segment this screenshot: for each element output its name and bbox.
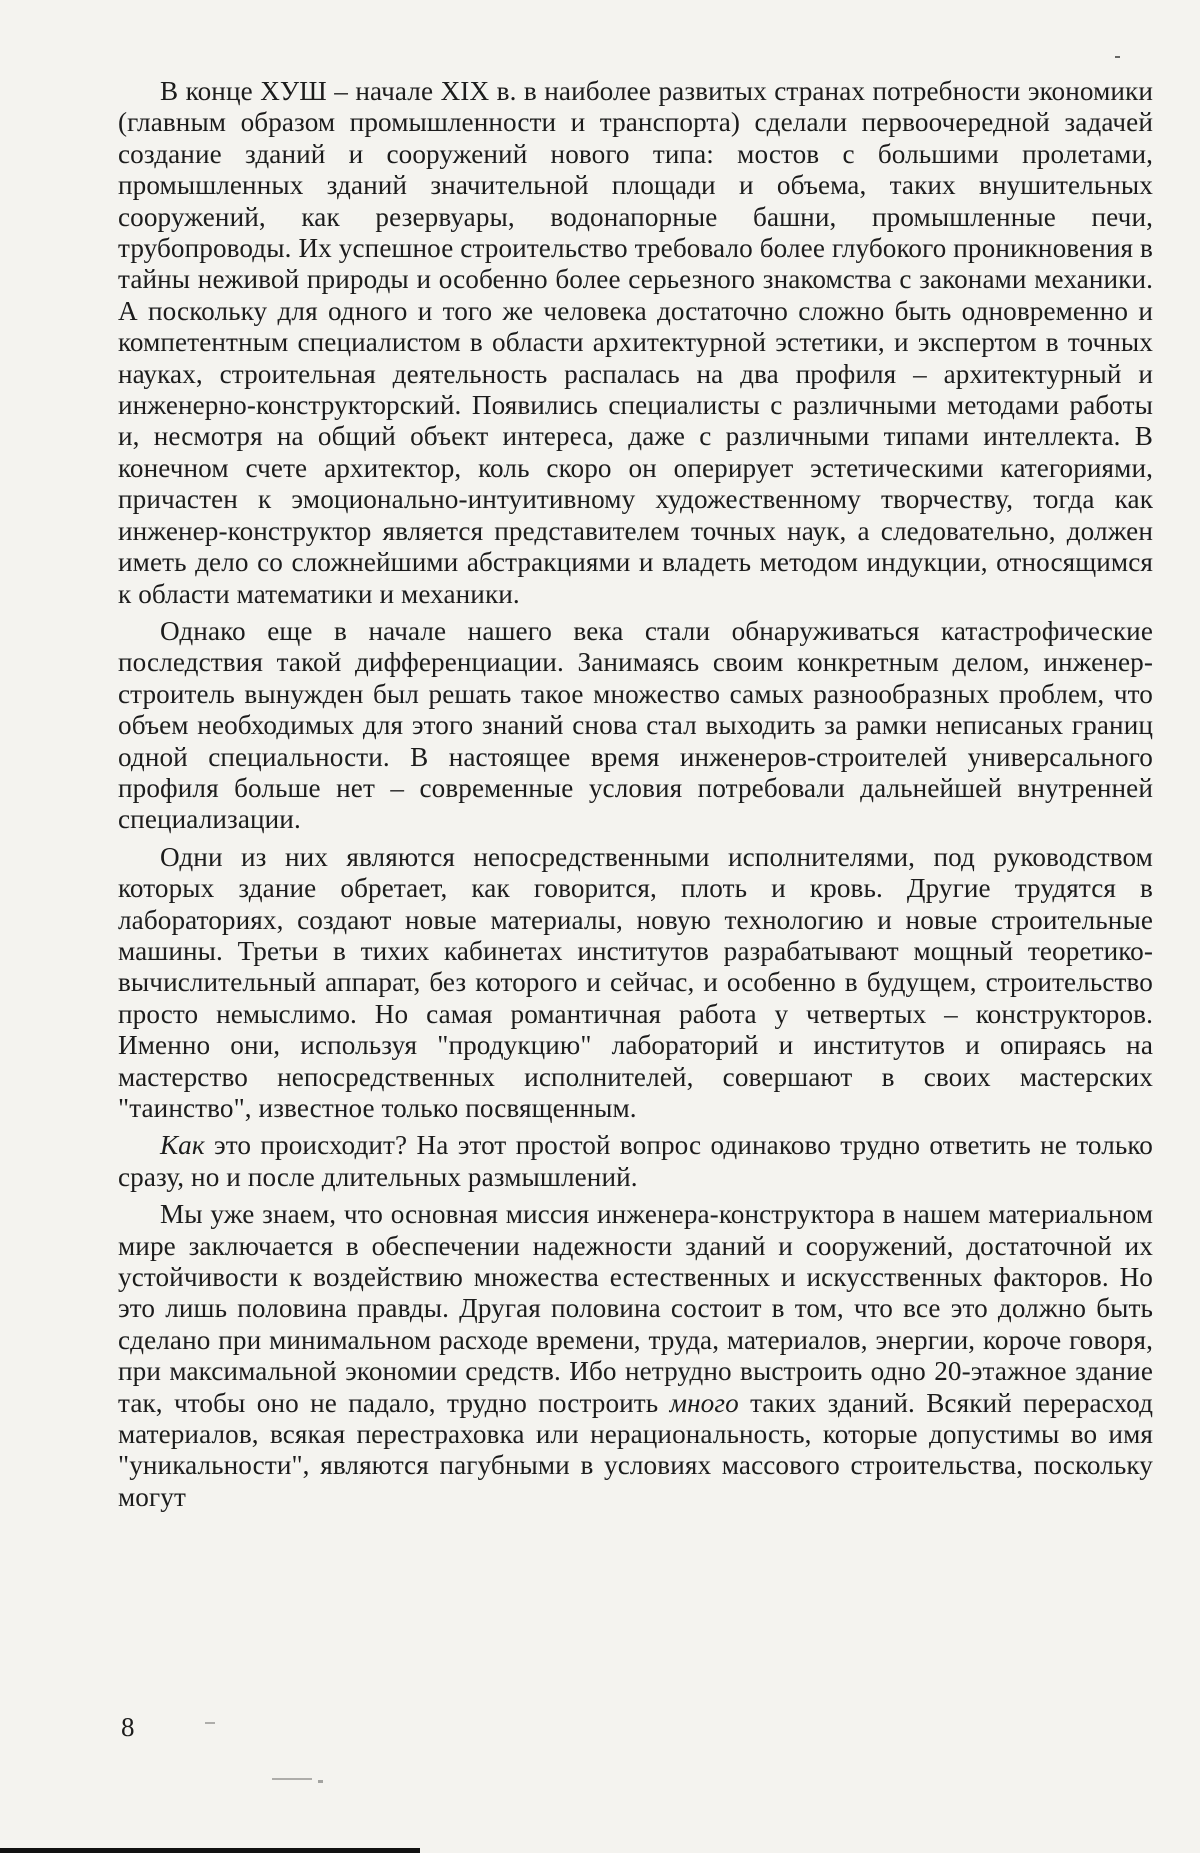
scan-speck [318, 1780, 323, 1783]
paragraph-5-text-before: Мы уже знаем, что основная миссия инженера-конструктора в нашем материальном мире заключается в обеспечении надежности зданий и сооружений, достаточной их устойчивости к воздействию множества естественных и искусственных факторов. Но это лишь половина правды. Другая половина состоит в том, что все это должно быть сделано при минимальном расходе времени, труда, материалов, энергии, короче говоря, при максимальной экономии средств. Ибо нетрудно выстроить одно 20-этажное здание так, чтобы оно не падало, трудно построить [118, 1199, 1153, 1418]
body-text [118, 76, 1153, 1513]
paragraph-1: В конце ХУШ – начале XIX в. в наиболее развитых странах потребности экономики (главным образом промышленности и транспорта) сделали первоочередной задачей создание зданий и сооружений нового типа: мостов с большими пролетами, промышленных зданий значительной площади и объема, таких внушительных сооружений, как резервуары, водонапорные башни, промышленные печи, трубопроводы. Их успешное строительство требовало более глубокого проникновения в тайны неживой природы и особенно более серьезного знакомства с законами механики. А поскольку для одного и того же человека достаточно сложно быть одновременно и компетентным специалистом в области архитектурной эстетики, и экспертом в точных науках, строительная деятельность распалась на два профиля – архитектурный и инженерно-конструкторский. Появились специалисты с различными методами работы и, несмотря на общий объект интереса, даже с различными типами интеллекта. В конечном счете архитектор, коль скоро он оперирует эстетическими категориями, причастен к эмоционально-интуитивному художественному творчеству, тогда как инженер-конструктор является представителем точных наук, а следовательно, должен иметь дело со сложнейшими абстракциями и владеть методом индукции, относящимся к области математики и механики. [118, 76, 1153, 609]
paragraph-5 [118, 1199, 1153, 1513]
paragraph-2: Однако еще в начале нашего века стали обнаруживаться катастрофические последствия такой дифференциации. Занимаясь своим конкретным делом, инженер-строитель вынужден был решать такое множество самых разнообразных проблем, что объем необходимых для этого знаний снова стал выходить за рамки неписаных границ одной специальности. В настоящее время инженеров-строителей универсального профиля больше нет – современные условия потребовали дальнейшей внутренней специализации. [118, 615, 1153, 835]
page-number: 8 [121, 1712, 135, 1742]
paragraph-4 [118, 1130, 1153, 1193]
scan-speck [205, 1722, 215, 1724]
italic-lead-word: Как [160, 1130, 205, 1161]
paragraph-5-text-after: таких зданий. Всякий перерасход материалов, всякая перестраховка или нерациональность, которые допустимы во имя "уникальности", являются пагубными в условиях массового строительства, поскольку могут [118, 1387, 1153, 1512]
paragraph-3: Одни из них являются непосредственными исполнителями, под руководством которых здание обретает, как говорится, плоть и кровь. Другие трудятся в лабораториях, создают новые материалы, новую технологию и новые строительные машины. Третьи в тихих кабинетах институтов разрабатывают мощный теоретико-вычислительный аппарат, без которого и сейчас, и особенно в будущем, строительство просто немыслимо. Но самая романтичная работа у четвертых – конструкторов. Именно они, используя "продукцию" лабораторий и институтов и опираясь на мастерство непосредственных исполнителей, совершают в своих мастерских "таинство", известное только посвященным. [118, 841, 1153, 1123]
scan-page-edge [0, 1848, 420, 1853]
italic-emphasis-word: много [669, 1387, 739, 1418]
paragraph-4-text: это происходит? На этот простой вопрос одинаково трудно ответить не только сразу, но и после длительных размышлений. [118, 1130, 1153, 1192]
scan-speck [272, 1778, 312, 1780]
scan-speck [1115, 56, 1120, 58]
